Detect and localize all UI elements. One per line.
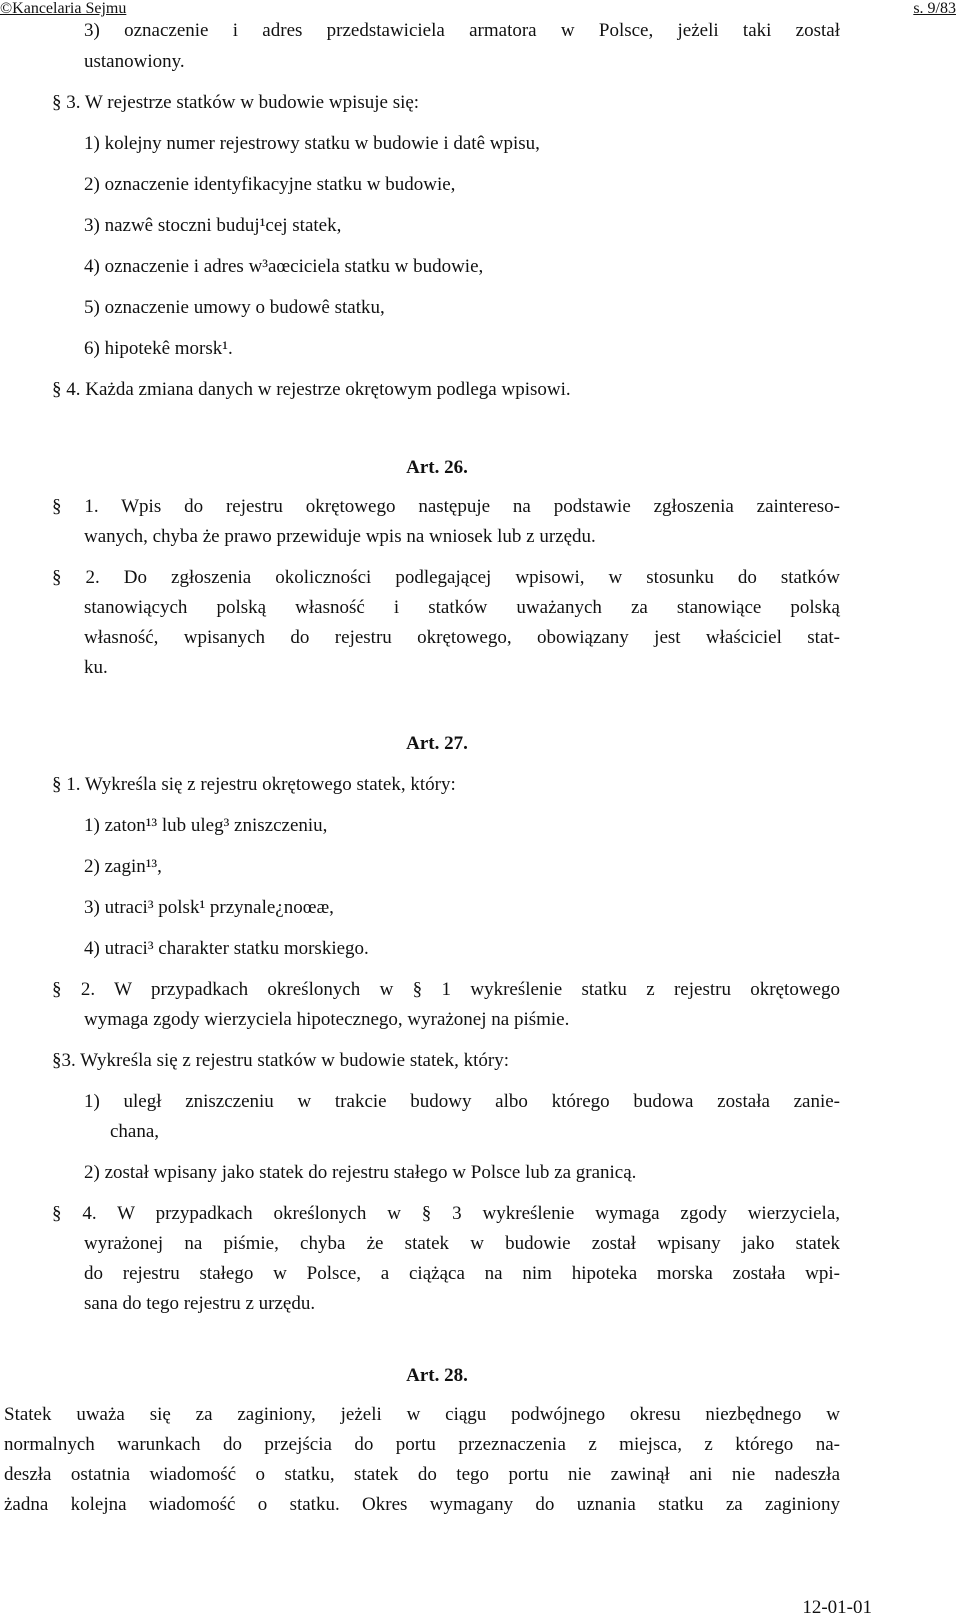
page-header	[0, 0, 956, 20]
list-item: 3) nazwê stoczni buduj¹cej statek,	[84, 215, 342, 236]
source-label: ©Kancelaria Sejmu	[0, 0, 127, 17]
text-line: wymaga zgody wierzyciela hipotecznego, wyrażonej na piśmie.	[84, 1009, 570, 1030]
list-item: 4) oznaczenie i adres w³aœciciela statku w budowie,	[84, 256, 484, 277]
footer-date: 12-01-01	[802, 1597, 872, 1618]
text-line: żadna kolejna wiadomość o statku. Okres wymagany do uznania statku za zaginiony	[4, 1494, 840, 1515]
article-title: Art. 27.	[406, 733, 468, 754]
text-line: § 2. Do zgłoszenia okoliczności podlegającej wpisowi, w stosunku do statków	[52, 567, 840, 588]
text-line: 3) oznaczenie i adres przedstawiciela armatora w Polsce, jeżeli taki został	[84, 20, 840, 41]
list-item: 2) zagin¹³,	[84, 856, 162, 877]
text-line: wanych, chyba że prawo przewiduje wpis na wniosek lub z urzędu.	[84, 526, 596, 547]
paragraph: § 4. Każda zmiana danych w rejestrze okrętowym podlega wpisowi.	[52, 379, 571, 400]
text-line: § 2. W przypadkach określonych w § 1 wykreślenie statku z rejestru okrętowego	[52, 979, 840, 1000]
text-line: do rejestru stałego w Polsce, a ciążąca na nim hipoteka morska została wpi-	[84, 1263, 840, 1284]
text-line: deszła ostatnia wiadomość o statku, statek do tego portu nie zawinął ani nie nadeszła	[4, 1464, 840, 1485]
list-item: 5) oznaczenie umowy o budowê statku,	[84, 297, 385, 318]
list-item: 4) utraci³ charakter statku morskiego.	[84, 938, 369, 959]
paragraph-heading: § 1. Wykreśla się z rejestru okrętowego statek, który:	[52, 774, 456, 795]
list-item: 3) utraci³ polsk¹ przynale¿noœæ,	[84, 897, 334, 918]
text-line: § 4. W przypadkach określonych w § 3 wykreślenie wymaga zgody wierzyciela,	[52, 1203, 840, 1224]
list-item: 1) zaton¹³ lub uleg³ zniszczeniu,	[84, 815, 328, 836]
text-line: ku.	[84, 657, 108, 678]
text-line: Statek uważa się za zaginiony, jeżeli w ciągu podwójnego okresu niezbędnego w	[4, 1404, 840, 1425]
article-title: Art. 26.	[406, 457, 468, 478]
text-line: własność, wpisanych do rejestru okrętowego, obowiązany jest właściciel stat-	[84, 627, 840, 648]
text-line: sana do tego rejestru z urzędu.	[84, 1293, 316, 1314]
text-line: § 1. Wpis do rejestru okrętowego następuje na podstawie zgłoszenia zaintereso-	[52, 496, 840, 517]
paragraph-heading: § 3. W rejestrze statków w budowie wpisuje się:	[52, 92, 420, 113]
text-line: stanowiących polską własność i statków uważanych za stanowiące polską	[84, 597, 840, 618]
list-item: 1) kolejny numer rejestrowy statku w budowie i datê wpisu,	[84, 133, 540, 154]
list-item: 1) uległ zniszczeniu w trakcie budowy albo którego budowa została zanie-	[84, 1091, 840, 1112]
text-line: chana,	[110, 1121, 160, 1142]
list-item: 6) hipotekê morsk¹.	[84, 338, 233, 359]
page-number: s. 9/83	[913, 0, 956, 17]
text-line: ustanowiony.	[84, 51, 185, 72]
article-title: Art. 28.	[406, 1365, 468, 1386]
list-item: 2) oznaczenie identyfikacyjne statku w budowie,	[84, 174, 456, 195]
text-line: normalnych warunkach do przejścia do portu przeznaczenia z miejsca, z którego na-	[4, 1434, 840, 1455]
paragraph-heading: §3. Wykreśla się z rejestru statków w budowie statek, który:	[52, 1050, 510, 1071]
text-line: wyrażonej na piśmie, chyba że statek w budowie został wpisany jako statek	[84, 1233, 840, 1254]
list-item: 2) został wpisany jako statek do rejestru stałego w Polsce lub za granicą.	[84, 1162, 637, 1183]
